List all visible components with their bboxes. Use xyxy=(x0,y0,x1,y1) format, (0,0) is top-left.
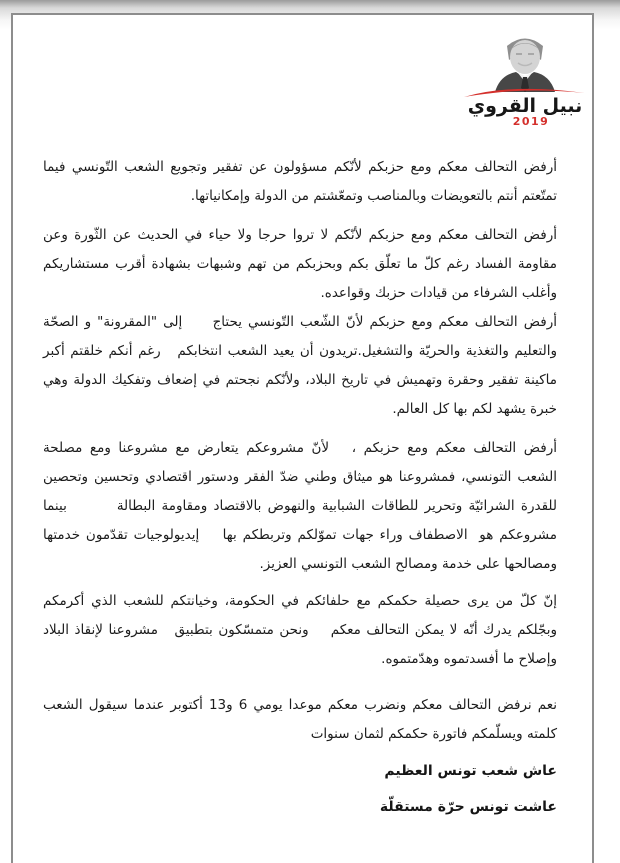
paragraph-3-line-1: أرفض التحالف معكم ومع حزبكم لأنّ الشّعب التّونسي يحتاج إلى "المقرونة" و الصحّة xyxy=(43,314,557,330)
paragraph-1 xyxy=(43,153,557,211)
paragraph-6 xyxy=(43,691,557,749)
paragraph-5-line-1: إنّ كلّ من يرى حصيلة حكمكم مع حلفائكم في الحكومة، وخيانتكم للشعب الذي أكرمكم xyxy=(43,593,557,609)
paragraph-2-line-1: أرفض التحالف معكم ومع حزبكم لأنّكم لا تروا حرجا ولا حياء في الحديث عن الثّورة وعن xyxy=(43,227,557,243)
campaign-year: 2019 xyxy=(512,115,550,128)
paragraph-6-line-1: نعم نرفض التحالف معكم ونضرب معكم موعدا يومي 6 و13 أكتوبر عندما سيقول الشعب xyxy=(43,697,557,713)
document-page xyxy=(11,13,594,863)
paragraph-4-line-3: للقدرة الشرائيّة وتحرير للطاقات الشبابية والنهوض بالاقتصاد ومقاومة البطالة بينما xyxy=(43,498,557,514)
paragraph-3 xyxy=(43,308,557,424)
paragraph-5 xyxy=(43,587,557,674)
paragraph-3-line-3: ماكينة تفقير وحقرة وتهميش في تاريخ البلاد، ولأنّكم نجحتم في إضعاف وتفكيك الدولة وهي xyxy=(43,372,557,388)
paragraph-4-line-2: الشعب التونسي، فمشروعنا هو ميثاق وطني ضدّ الفقر ودستور اقتصادي وتحسين وتحصين xyxy=(43,469,557,485)
paragraph-1-line-2: تمتّعتم أنتم بالتعويضات وبالمناصب وتمعّشتم من الدولة وإمكانياتها. xyxy=(190,188,557,204)
paragraph-6-line-2: كلمته ويسلّمكم فاتورة حكمكم لثمان سنوات xyxy=(310,726,557,742)
paragraph-3-line-2: والتعليم والتغذية والحريّة والتشغيل.تريدون أن يعيد الشعب انتخابكم رغم أنكم خلقتم أكبر xyxy=(43,343,557,359)
paragraph-4-line-5: ومصالحها على خدمة ومصالح الشعب التونسي العزيز. xyxy=(259,556,557,572)
paragraph-5-line-3: وإصلاح ما أفسدتموه وهدّمتموه. xyxy=(381,651,557,667)
paragraph-2-line-3: وأغلب الشرفاء من قيادات حزبك وقواعده. xyxy=(320,285,557,301)
slogan-long-live-tunisian-people: عاش شعب تونس العظيم xyxy=(384,763,557,779)
candidate-name: نبيل القروي xyxy=(467,95,583,117)
slogan-free-independent-tunisia: عاشت تونس حرّة مستقلّة xyxy=(379,799,557,815)
paragraph-4-line-4: مشروعكم هو الاصطفاف وراء جهات تموّلكم وتربطكم بها إيديولوجيات تقدّمون خدمتها xyxy=(43,527,557,543)
paragraph-4-line-1: أرفض التحالف معكم ومع حزبكم ، لأنّ مشروعكم يتعارض مع مشروعنا ومع مصلحة xyxy=(43,440,557,456)
paragraph-2 xyxy=(43,221,557,308)
paragraph-3-line-4: خبرة يشهد لكم بها كل العالم. xyxy=(392,401,557,417)
paragraph-5-line-2: وبجّلكم يدرك أنّه لا يمكن التحالف معكم ونحن متمسّكون بتطبيق مشروعنا لإنقاذ البلاد xyxy=(43,622,557,638)
paragraph-2-line-2: مقاومة الفساد رغم كلّ ما تعلّق بكم وبحزبكم من تهم وشبهات بشهادة أقرب مستشاريكم xyxy=(43,256,557,272)
paragraph-4 xyxy=(43,434,557,579)
paragraph-1-line-1: أرفض التحالف معكم ومع حزبكم لأنّكم مسؤولون عن تفقير وتجويع الشعب التّونسي فيما xyxy=(43,159,557,175)
letter-body xyxy=(13,15,592,829)
